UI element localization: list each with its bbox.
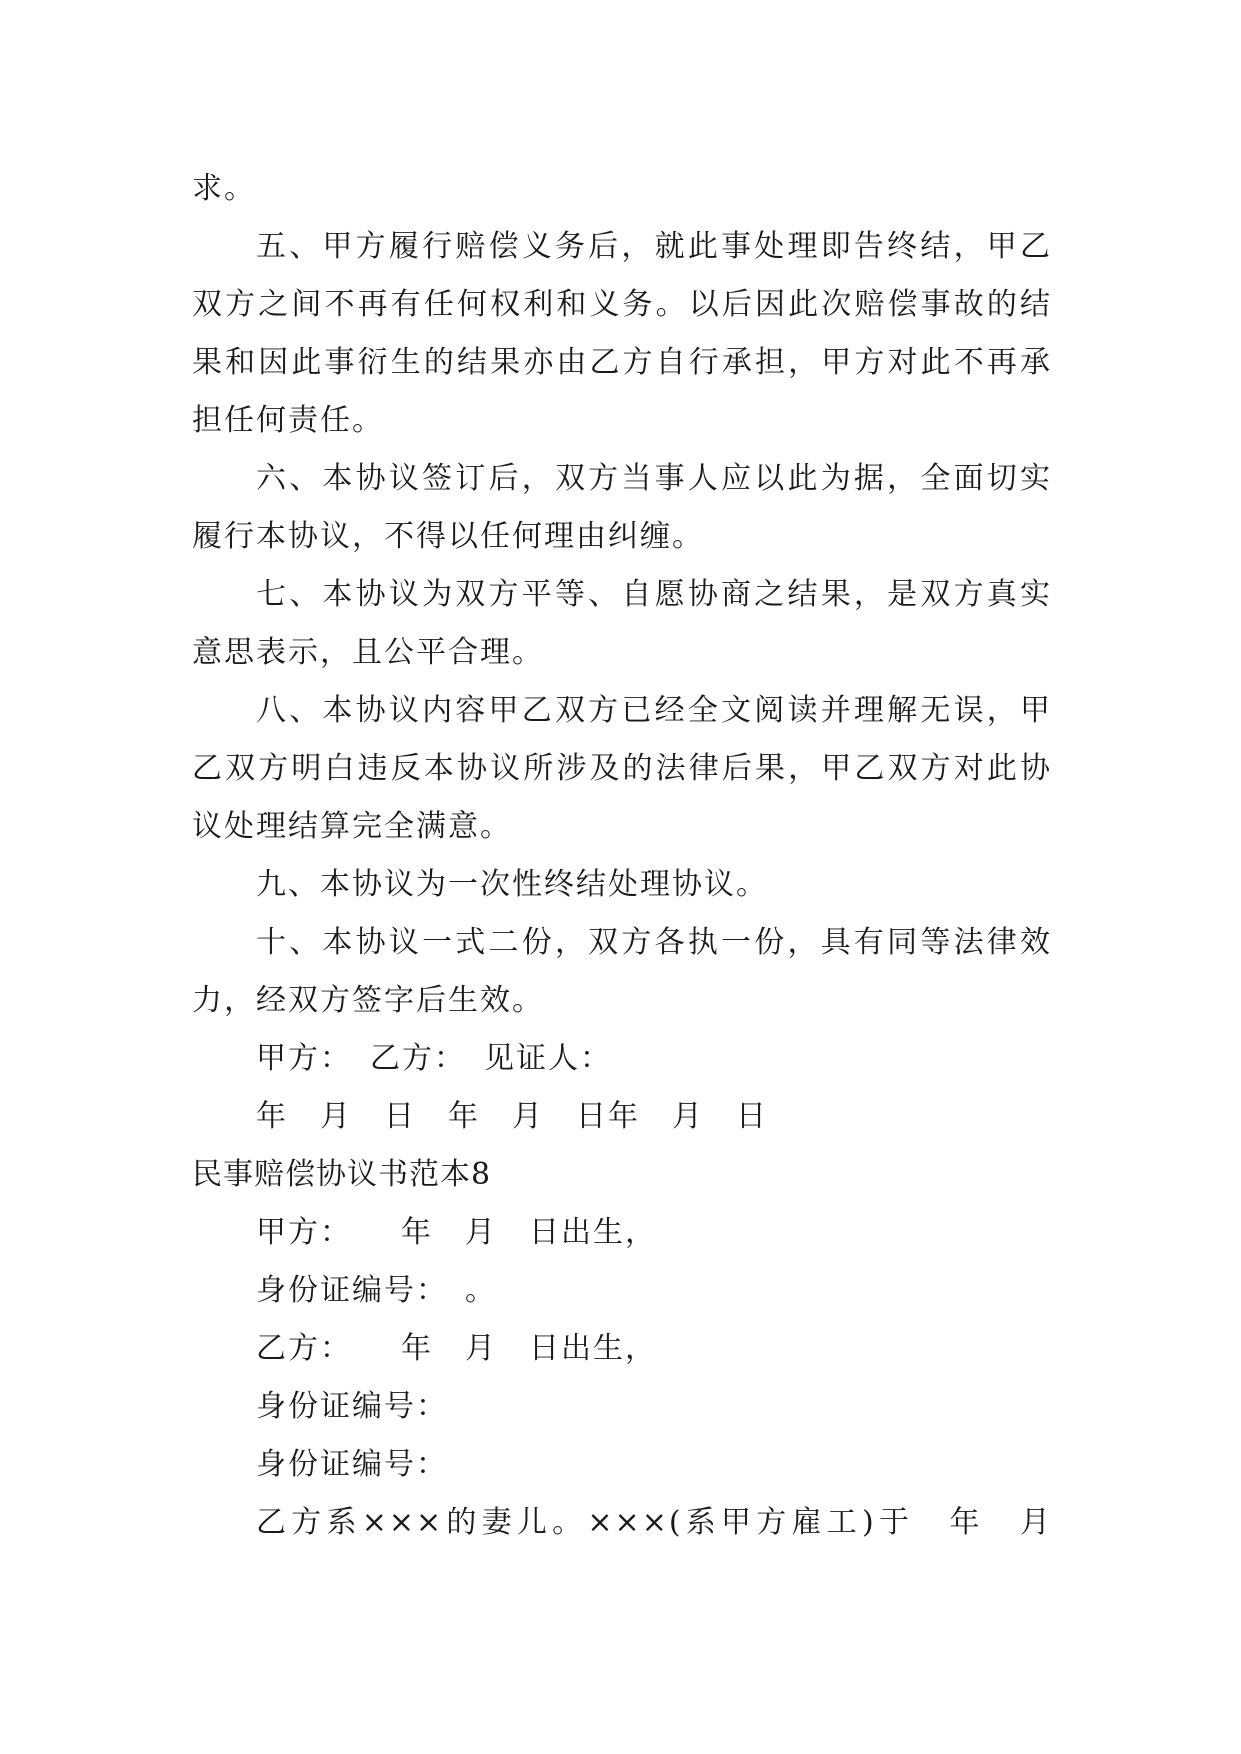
text-line: 五、甲方履行赔偿义务后，就此事处理即告终结，甲乙 <box>256 229 1052 264</box>
text-line: 十、本协议一式二份，双方各执一份，具有同等法律效 <box>256 925 1052 960</box>
text-line: 履行本协议，不得以任何理由纠缠。 <box>192 519 704 554</box>
text-line: 甲方： 年 月 日出生， <box>256 1215 657 1250</box>
party-b-label: 乙方： <box>370 1041 466 1076</box>
text-line: 果和因此事衍生的结果亦由乙方自行承担，甲方对此不再承 <box>192 345 1052 380</box>
text-line: 六、本协议签订后，双方当事人应以此为据，全面切实 <box>256 461 1052 496</box>
text-line: 乙方： 年 月 日出生， <box>256 1331 657 1366</box>
text-line: 身份证编号： 。 <box>256 1273 497 1308</box>
text-line: 担任何责任。 <box>192 403 384 438</box>
document-page <box>192 160 1052 1552</box>
text-line: 乙双方明白违反本协议所涉及的法律后果，甲乙双方对此协 <box>192 751 1052 786</box>
text-line: 身份证编号： <box>256 1389 448 1424</box>
date-line: 年 月 日 年 月 日年 月 日 <box>256 1099 768 1134</box>
text-line: 意思表示，且公平合理。 <box>192 635 544 670</box>
text-line: 身份证编号： <box>256 1447 448 1482</box>
text-line: 双方之间不再有任何权利和义务。以后因此次赔偿事故的结 <box>192 287 1052 322</box>
section-heading: 民事赔偿协议书范本8 <box>192 1157 492 1192</box>
text-line: 力，经双方签字后生效。 <box>192 983 544 1018</box>
text-line: 七、本协议为双方平等、自愿协商之结果，是双方真实 <box>256 577 1052 612</box>
signature-line <box>192 1030 1052 1088</box>
text-line: 求。 <box>192 171 256 206</box>
text-line: 九、本协议为一次性终结处理协议。 <box>256 867 768 902</box>
witness-label: 见证人： <box>484 1041 612 1076</box>
text-line: 议处理结算完全满意。 <box>192 809 512 844</box>
text-line: 乙方系×××的妻儿。×××(系甲方雇工)于 年 月 <box>256 1505 1052 1540</box>
text-line: 八、本协议内容甲乙双方已经全文阅读并理解无误，甲 <box>256 693 1052 728</box>
party-a-label: 甲方： <box>256 1041 352 1076</box>
